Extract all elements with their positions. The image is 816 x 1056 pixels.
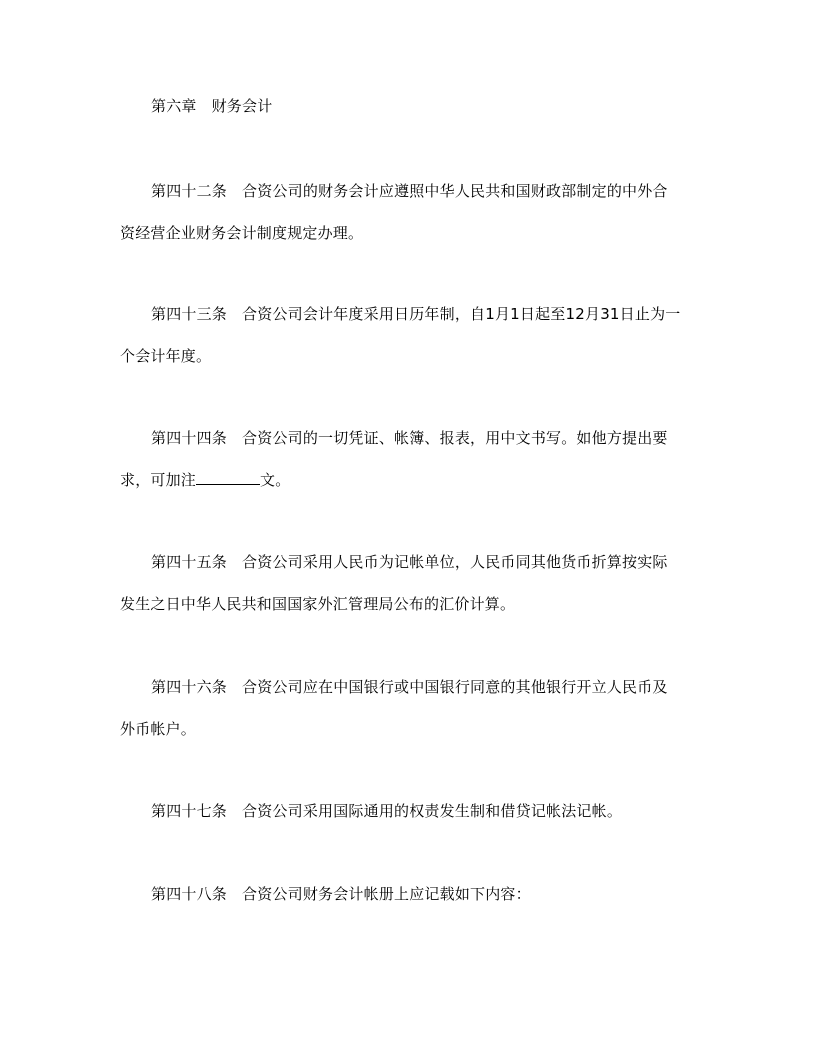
- article-46-line-1: [151, 677, 668, 697]
- article-44-line-2: [120, 470, 290, 490]
- article-text: 合资公司应在中国银行或中国银行同意的其他银行开立人民币及: [242, 678, 668, 696]
- article-text: 合资公司财务会计帐册上应记载如下内容：: [242, 885, 531, 903]
- article-47-line-1: [151, 801, 622, 821]
- article-text: 合资公司采用国际通用的权责发生制和借贷记帐法记帐。: [242, 802, 623, 820]
- article-number: 第四十四条: [151, 429, 228, 447]
- chapter-number: 第六章: [151, 97, 197, 115]
- article-number: 第四十三条: [151, 305, 228, 323]
- article-44-line-1: [151, 428, 668, 448]
- article-text: 合资公司的财务会计应遵照中华人民共和国财政部制定的中外合: [242, 182, 668, 200]
- article-42-line-1: [151, 181, 668, 201]
- article-number: 第四十八条: [151, 885, 228, 903]
- article-42-line-2: 资经营企业财务会计制度规定办理。: [120, 224, 364, 242]
- article-text-after-blank: 文。: [260, 471, 291, 489]
- article-48-line-1: [151, 884, 531, 904]
- fill-in-blank: [196, 470, 260, 485]
- article-45-line-1: [151, 552, 668, 572]
- article-text: 合资公司采用人民币为记帐单位，人民币同其他货币折算按实际: [242, 553, 668, 571]
- chapter-title: 财务会计: [211, 97, 273, 115]
- article-text-before-blank: 求，可加注: [120, 471, 197, 489]
- article-number: 第四十七条: [151, 802, 228, 820]
- article-text: 合资公司的一切凭证、帐簿、报表，用中文书写。如他方提出要: [242, 429, 668, 447]
- article-43-line-1: [151, 304, 680, 324]
- article-43-line-2: 个会计年度。: [120, 347, 212, 365]
- article-number: 第四十二条: [151, 182, 228, 200]
- chapter-heading: [151, 96, 272, 116]
- article-text: 合资公司会计年度采用日历年制，自1月1日起至12月31日止为一: [242, 305, 681, 323]
- article-number: 第四十六条: [151, 678, 228, 696]
- article-45-line-2: 发生之日中华人民共和国国家外汇管理局公布的汇价计算。: [120, 595, 516, 613]
- article-number: 第四十五条: [151, 553, 228, 571]
- article-46-line-2: 外币帐户。: [120, 720, 197, 738]
